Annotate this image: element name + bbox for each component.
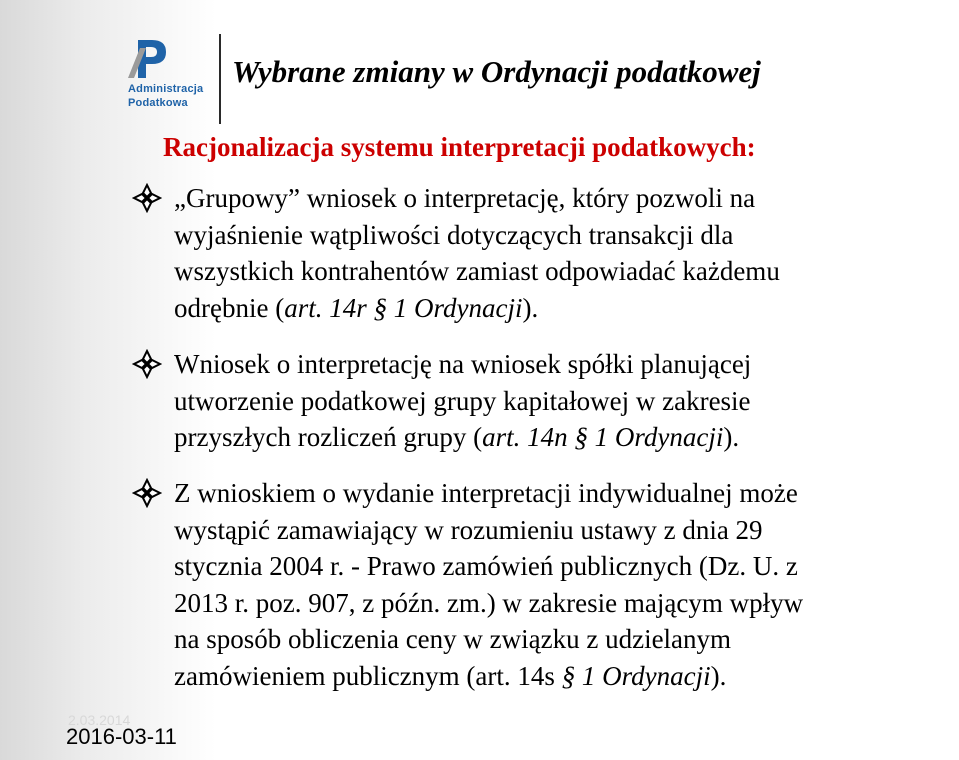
bullet-line <box>174 217 959 254</box>
text-run: Z wnioskiem o wydanie interpretacji indywidualnej może <box>174 478 798 508</box>
logo-text <box>128 82 203 110</box>
four-diamond-bullet-icon <box>132 183 162 213</box>
bullet-line <box>174 290 959 327</box>
text-run: wyjaśnienie wątpliwości dotyczących transakcji dla <box>174 219 734 250</box>
logo-mark-icon <box>118 34 174 82</box>
text-run: wystąpić zamawiający w rozumieniu ustawy z dnia 29 <box>174 514 763 545</box>
section-subtitle: Racjonalizacja systemu interpretacji podatkowych: <box>163 132 756 162</box>
bullet-line <box>174 512 959 549</box>
four-diamond-bullet-icon <box>132 349 162 379</box>
text-run: „Grupowy” wniosek o interpretację, który pozwoli na <box>174 183 756 213</box>
bullet-text <box>174 475 959 694</box>
bullet-line <box>174 253 959 290</box>
page-title: Wybrane zmiany w Ordynacji podatkowej <box>232 54 761 89</box>
bullet-line <box>174 658 959 695</box>
logo-line2: Podatkowa <box>128 97 188 109</box>
text-run: ). <box>710 660 727 691</box>
bullet-line <box>174 346 959 383</box>
text-run: odrębnie ( <box>174 292 285 323</box>
bullet-line <box>174 585 959 622</box>
bullet-line <box>174 180 959 217</box>
footer-ghost-date: 2.03.2014 <box>68 712 131 728</box>
text-run: Wniosek o interpretację na wniosek spółki planującej <box>174 349 752 379</box>
header-divider <box>219 34 221 124</box>
bullet-line <box>174 419 959 456</box>
legal-reference: § 1 Ordynacji <box>561 660 711 691</box>
logo-line1: Administracja <box>128 83 204 95</box>
text-run: 2013 r. poz. 907, z późn. zm.) w zakresie mającym wpływ <box>174 587 804 618</box>
bullet-line <box>174 383 959 420</box>
text-run: ). <box>723 422 740 452</box>
footer-date: 2016-03-11 <box>66 724 177 749</box>
bullet-line <box>174 548 959 585</box>
logo <box>112 34 216 116</box>
bullet-text <box>174 346 959 456</box>
legal-reference: art. 14n § 1 Ordynacji <box>482 422 724 452</box>
text-run: wszystkich kontrahentów zamiast odpowiadać każdemu <box>174 256 780 286</box>
text-run: utworzenie podatkowej grupy kapitałowej w zakresie <box>174 385 751 416</box>
text-run: przyszłych rozliczeń grupy ( <box>174 422 483 452</box>
four-diamond-bullet-icon <box>132 478 162 508</box>
text-run: zamówieniem publicznym (art. 14s <box>174 660 562 691</box>
text-run: stycznia 2004 r. - Prawo zamówień publicznych (Dz. U. z <box>174 551 798 581</box>
bullet-line <box>174 475 959 512</box>
text-run: na sposób obliczenia ceny w związku z udzielanym <box>174 624 732 654</box>
bullet-text <box>174 180 959 326</box>
bullet-line <box>174 621 959 658</box>
legal-reference: art. 14r § 1 Ordynacji <box>284 292 523 323</box>
text-run: ). <box>522 292 539 323</box>
